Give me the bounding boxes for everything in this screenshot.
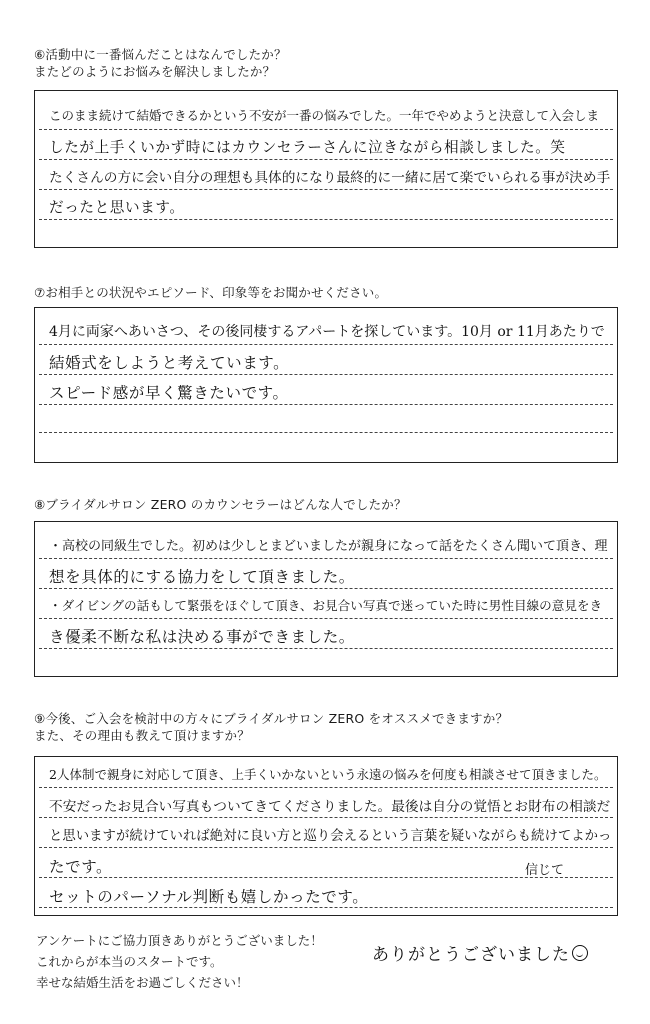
footer-line3: 幸せな結婚生活をお過ごしください！ <box>36 975 249 990</box>
ruled-line <box>39 219 613 220</box>
footer-line1: アンケートにご協力頂きありがとうございました！ <box>36 933 323 948</box>
q9-insertion-note: 信じて <box>525 863 565 878</box>
q6-question-line1: ⑥活動中に一番悩んだことはなんでしたか？ <box>34 47 287 62</box>
ruled-line <box>39 189 613 190</box>
q7-answer-line: 4月に両家へあいさつ、その後同棲するアパートを探しています。10月 or 11月あたりで <box>49 324 605 340</box>
q7-label <box>34 284 387 301</box>
ruled-line <box>39 787 613 788</box>
ruled-line <box>39 404 613 405</box>
ruled-line <box>39 907 613 908</box>
q9-answer-line: セットのパーソナル判断も嬉しかったです。 <box>49 888 369 906</box>
ruled-line <box>39 558 613 559</box>
ruled-line <box>39 817 613 818</box>
q9-answer-line: と思いますが続けていれば絶対に良い方と巡り会えるという言葉を疑いながらも続けてよかっ <box>49 829 612 844</box>
q8-label <box>34 496 407 513</box>
ruled-line <box>39 588 613 589</box>
smiley-face-icon <box>572 945 588 961</box>
q8-answer-line: 想を具体的にする協力をして頂きました。 <box>49 568 355 586</box>
q9-label <box>34 710 508 744</box>
q7-answer-box <box>34 307 618 463</box>
q6-answer-box <box>34 90 618 248</box>
q9-answer-box <box>34 756 618 916</box>
q8-answer-line: ・ダイビングの話もして緊張をほぐして頂き、お見合い写真で迷っていた時に男性目線の意見をき <box>49 598 603 613</box>
handwritten-thanks <box>372 940 588 965</box>
ruled-line <box>39 618 613 619</box>
ruled-line <box>39 159 613 160</box>
q6-question-line2: またどのようにお悩みを解決しましたか？ <box>34 64 276 79</box>
ruled-line <box>39 129 613 130</box>
ruled-line <box>39 847 613 848</box>
footer-line2: これからが本当のスタートです。 <box>36 954 223 969</box>
q6-answer-line: たくさんの方に会い自分の理想も具体的になり最終的に一緒に居て楽でいられる事が決め手 <box>49 170 611 186</box>
q7-answer-line: 結婚式をしようと考えています。 <box>49 354 290 372</box>
q7-question-line1: ⑦お相手との状況やエピソード、印象等をお聞かせください。 <box>34 285 388 300</box>
handwritten-thanks-text: ありがとうございました <box>372 945 570 965</box>
q9-question-line1: ⑨今後、ご入会を検討中の方々にブライダルサロン ZERO をオススメできますか？ <box>34 711 509 726</box>
q6-label <box>34 46 287 80</box>
q9-question-line2: また、その理由も教えて頂けますか？ <box>34 728 250 743</box>
q8-answer-line: ・高校の同級生でした。初めは少しとまどいましたが親身になって話をたくさん聞いて頂き、理 <box>49 539 608 554</box>
ruled-line <box>39 648 613 649</box>
q6-answer-line: このまま続けて結婚できるかという不安が一番の悩みでした。一年でやめようと決意して入会しま <box>49 108 600 123</box>
ruled-line <box>39 374 613 375</box>
q8-question-line1: ⑧ブライダルサロン ZERO のカウンセラーはどんな人でしたか？ <box>34 497 407 512</box>
q6-answer-line: だったと思います。 <box>49 199 185 216</box>
q7-answer-line: スピード感が早く驚きたいです。 <box>49 384 289 402</box>
q8-answer-line: き優柔不断な私は決める事ができました。 <box>49 628 355 646</box>
footer-message <box>36 930 323 993</box>
q9-answer-line: 不安だったお見合い写真もついてきてくださりました。最後は自分の覚悟とお財布の相談だ <box>49 799 611 815</box>
q9-answer-line: 2人体制で親身に対応して頂き、上手くいかないという永遠の悩みを何度も相談させて頂きました。 <box>49 767 607 782</box>
ruled-line <box>39 432 613 433</box>
q6-answer-line: したが上手くいかず時にはカウンセラーさんに泣きながら相談しました。笑 <box>49 139 566 156</box>
ruled-line <box>39 344 613 345</box>
q9-answer-line: たです。 <box>49 858 113 876</box>
q8-answer-box <box>34 521 618 677</box>
